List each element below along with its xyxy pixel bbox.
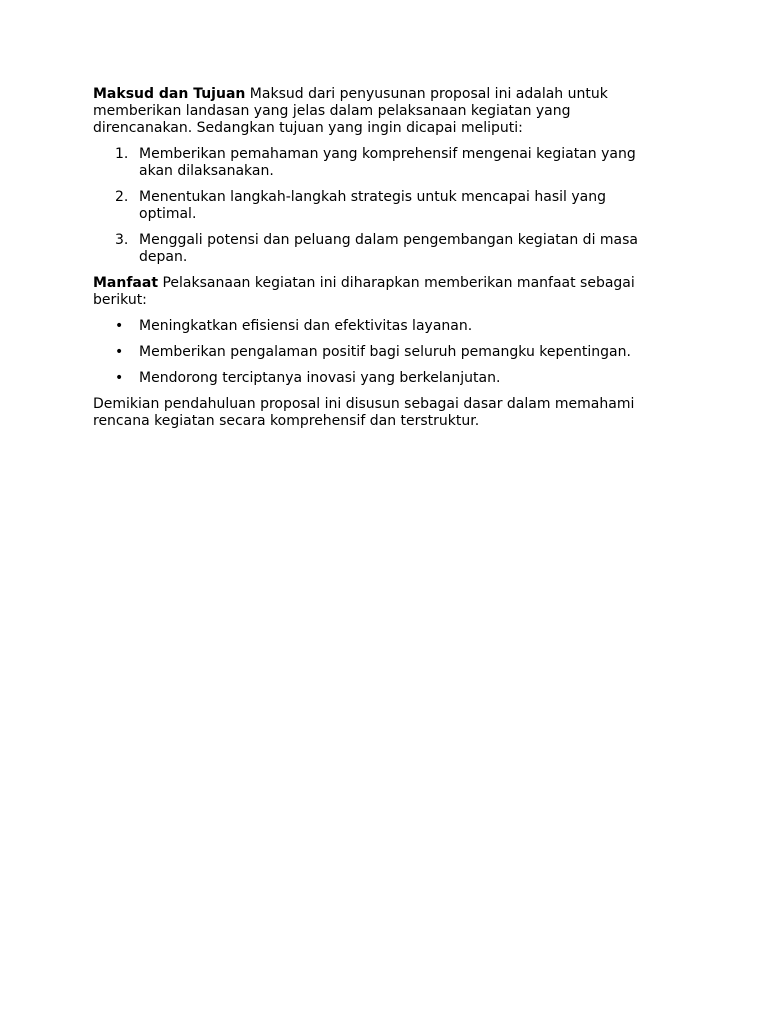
benefits-text: Pelaksanaan kegiatan ini diharapkan memberikan manfaat sebagai berikut: bbox=[93, 275, 635, 308]
benefits-paragraph bbox=[93, 275, 653, 309]
bullet-icon: • bbox=[115, 370, 124, 386]
benefits-list bbox=[93, 318, 653, 387]
list-item bbox=[93, 370, 653, 387]
closing-paragraph: Demikian pendahuluan proposal ini disusun sebagai dasar dalam memahami rencana kegiatan secara komprehensif dan terstruktur. bbox=[93, 396, 635, 429]
benefits-heading: Manfaat bbox=[93, 275, 159, 291]
list-item-text: Memberikan pemahaman yang komprehensif mengenai kegiatan yang akan dilaksanakan. bbox=[139, 146, 636, 179]
purpose-heading: Maksud dan Tujuan bbox=[93, 86, 246, 102]
list-number: 2. bbox=[115, 189, 129, 205]
list-number: 1. bbox=[115, 146, 129, 162]
bullet-icon: • bbox=[115, 318, 124, 334]
list-item bbox=[93, 344, 653, 361]
list-number: 3. bbox=[115, 232, 129, 248]
list-item-text: Mendorong terciptanya inovasi yang berkelanjutan. bbox=[139, 370, 501, 386]
list-item-text: Meningkatkan efisiensi dan efektivitas layanan. bbox=[139, 318, 473, 334]
list-item bbox=[93, 189, 653, 223]
list-item bbox=[93, 146, 653, 180]
purpose-paragraph bbox=[93, 86, 653, 137]
list-item-text: Menggali potensi dan peluang dalam pengembangan kegiatan di masa depan. bbox=[139, 232, 638, 265]
purpose-text: Maksud dari penyusunan proposal ini adalah untuk memberikan landasan yang jelas dalam pelaksanaan kegiatan yang direncanakan. Sedangkan tujuan yang ingin dicapai meliputi: bbox=[93, 86, 608, 136]
list-item bbox=[93, 232, 653, 266]
bullet-icon: • bbox=[115, 344, 124, 360]
list-item-text: Memberikan pengalaman positif bagi seluruh pemangku kepentingan. bbox=[139, 344, 631, 360]
goals-list bbox=[93, 146, 653, 266]
list-item bbox=[93, 318, 653, 335]
document-body bbox=[93, 86, 653, 439]
list-item-text: Menentukan langkah-langkah strategis untuk mencapai hasil yang optimal. bbox=[139, 189, 606, 222]
